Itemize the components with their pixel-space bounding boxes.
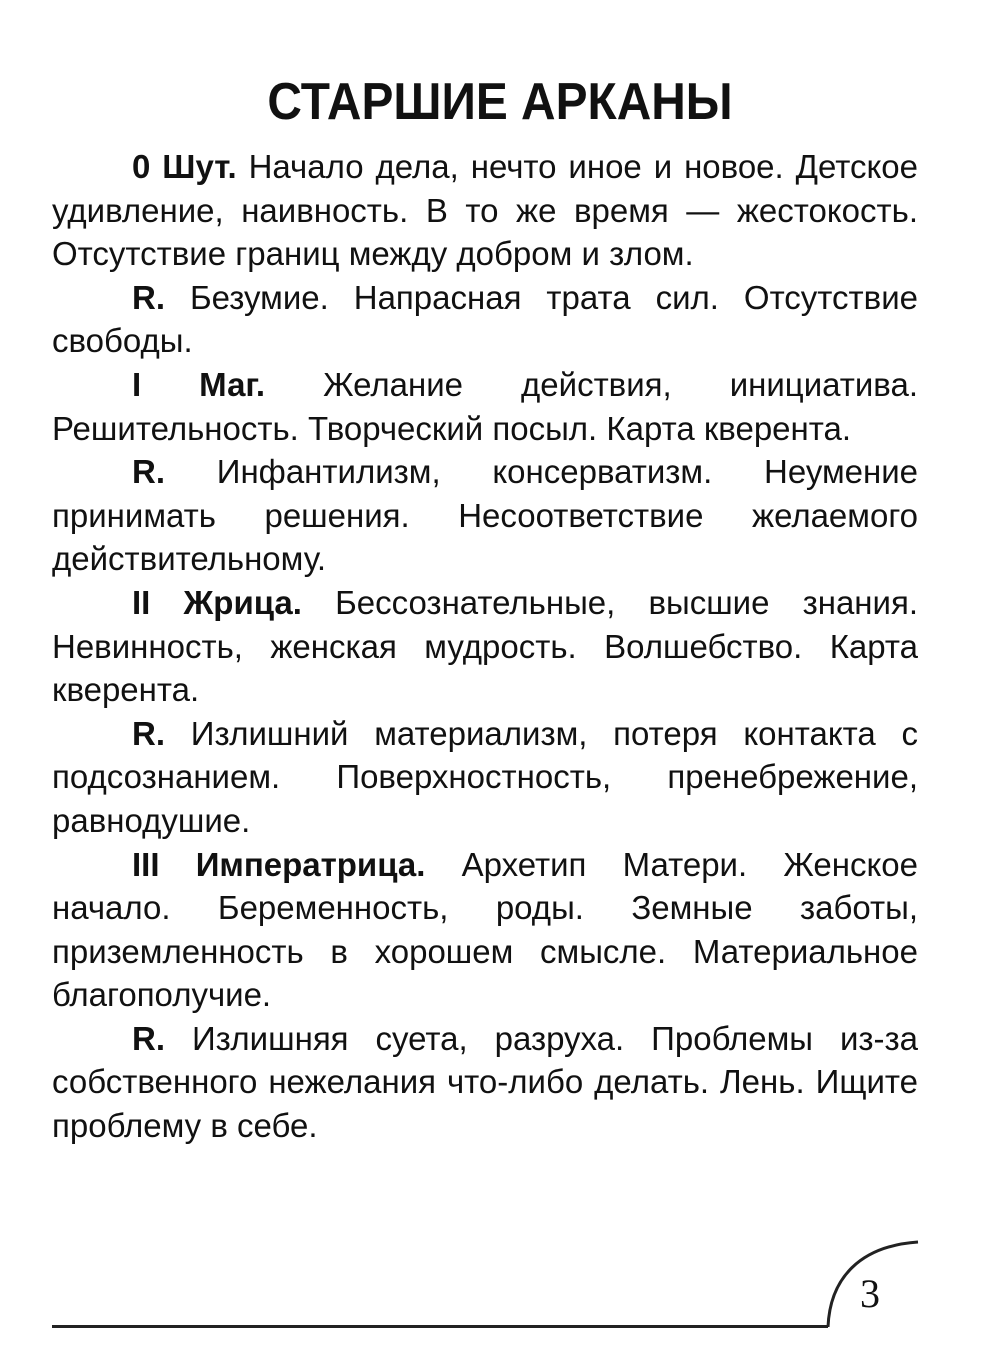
paragraph-priestess-reversed	[52, 712, 918, 843]
paragraph-magician-reversed	[52, 450, 918, 581]
paragraph-text: Бессознательные, высшие знания. Невинность, женская мудрость. Волшебство. Карта кверента.	[52, 583, 918, 709]
paragraph-text: Начало дела, нечто иное и новое. Детское удивление, наивность. В то же время — жестокость. Отсутствие границ между добром и злом.	[52, 148, 918, 273]
paragraph-text: Излишняя суета, разруха. Проблемы из-за собственного нежелания что-либо делать. Лень. Ищите проблему в себе.	[52, 1019, 918, 1145]
arcana-heading: 0 Шут.	[132, 148, 237, 185]
reversed-label: R.	[132, 714, 165, 752]
paragraph-text: Безумие. Напрасная трата сил. Отсутствие свободы.	[52, 278, 918, 360]
arcana-heading: III Императрица.	[132, 845, 426, 883]
reversed-label: R.	[132, 453, 165, 491]
paragraph-fool-reversed	[52, 276, 918, 363]
paragraph-empress	[52, 843, 918, 1017]
paragraph-text: Желание действия, инициатива. Решительность. Творческий посыл. Карта кверента.	[52, 365, 918, 447]
paragraph-text: Инфантилизм, консерватизм. Неумение принимать решения. Несоответствие желаемого действительному.	[52, 453, 918, 578]
reversed-label: R.	[132, 1019, 165, 1057]
footer-rule	[52, 1325, 828, 1328]
paragraph-empress-reversed	[52, 1017, 918, 1148]
paragraph-fool	[52, 145, 918, 276]
text-body	[52, 145, 918, 1148]
paragraph-text: Архетип Матери. Женское начало. Беременность, роды. Земные заботы, приземленность в хорошем смысле. Материальное благополучие.	[52, 845, 918, 1014]
paragraph-priestess	[52, 581, 918, 712]
page-number: 3	[860, 1271, 880, 1316]
arcana-heading: II Жрица.	[132, 583, 302, 621]
arcana-heading: I Маг.	[132, 365, 266, 403]
reversed-label: R.	[132, 278, 165, 316]
paragraph-text: Излишний материализм, потеря контакта с подсознанием. Поверхностность, пренебрежение, равнодушие.	[52, 714, 918, 839]
paragraph-magician	[52, 363, 918, 450]
page-title: СТАРШИЕ АРКАНЫ	[267, 73, 733, 131]
